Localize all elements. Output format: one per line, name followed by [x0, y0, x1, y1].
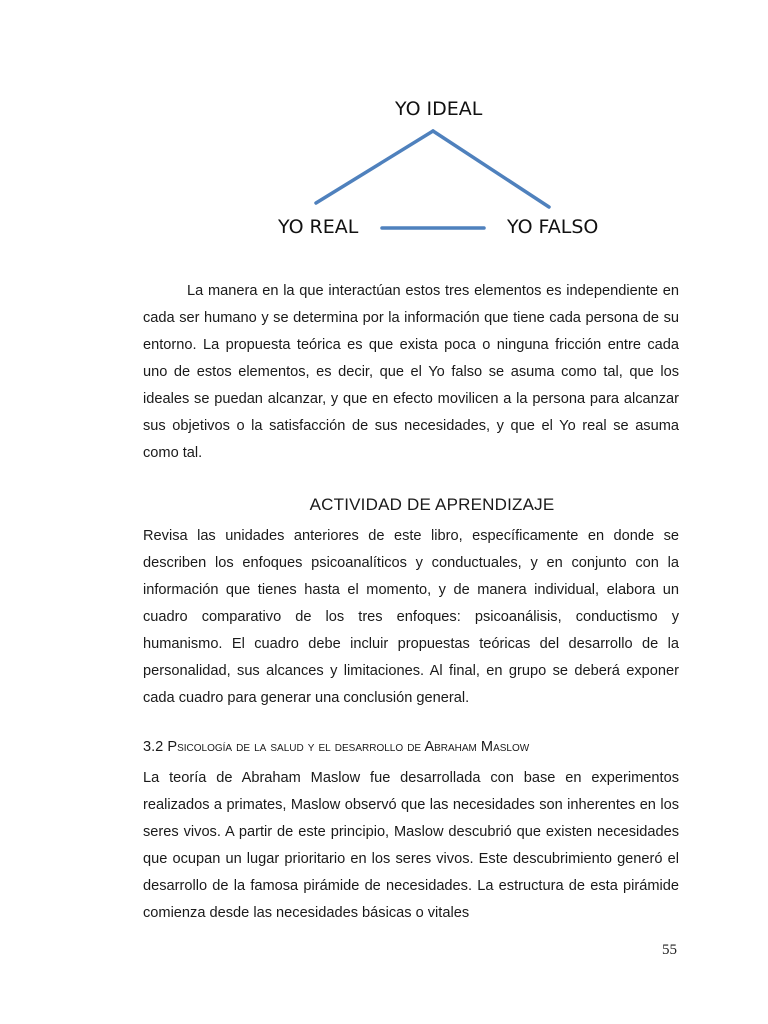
diagram-label-yo-real: YO REAL	[278, 216, 359, 238]
connector-ideal-real	[316, 131, 433, 203]
paragraph-maslow: La teoría de Abraham Maslow fue desarrollada con base en experimentos realizados a primates, Maslow observó que las necesidades son inherentes en los seres vivos. A partir de este principio, Maslow descubrió que existen necesidades que ocupan un lugar prioritario en los seres vivos. Este descubrimiento generó el desarrollo de la famosa pirámide de necesidades. La estructura de esta pirámide comienza desde las necesidades básicas o vitales	[143, 770, 679, 921]
paragraph-interaction: La manera en la que interactúan estos tres elementos es independiente en cada ser humano y se determina por la información que tiene cada persona de su entorno. La propuesta teórica es que exista poca o ninguna fricción entre cada uno de estos elementos, es decir, que el Yo falso se asuma como tal, que los ideales se puedan alcanzar, y que en efecto movilicen a la persona para alcanzar sus objetivos o la satisfacción de sus necesidades, y que el Yo real se asuma como tal.	[143, 283, 679, 461]
diagram-label-yo-ideal: YO IDEAL	[395, 98, 483, 120]
self-concept-diagram	[0, 0, 768, 260]
connector-ideal-falso	[433, 131, 549, 207]
diagram-label-yo-falso: YO FALSO	[507, 216, 599, 238]
diagram-connectors	[0, 0, 768, 260]
paragraph-activity: Revisa las unidades anteriores de este libro, específicamente en donde se describen los enfoques psicoanalíticos y conductuales, y en conjunto con la información que tienes hasta el momento, y de manera individual, elabora un cuadro comparativo de los tres enfoques: psicoanálisis, conductismo y humanismo. El cuadro debe incluir propuestas teóricas del desarrollo de la personalidad, sus alcances y limitaciones. Al final, en grupo se deberá exponer cada cuadro para generar una conclusión general.	[143, 528, 679, 706]
page-number: 55	[662, 942, 677, 958]
activity-heading: ACTIVIDAD DE APRENDIZAJE	[309, 495, 555, 514]
section-heading: 3.2 Psicología de la salud y el desarrollo de Abraham Maslow	[143, 739, 530, 755]
